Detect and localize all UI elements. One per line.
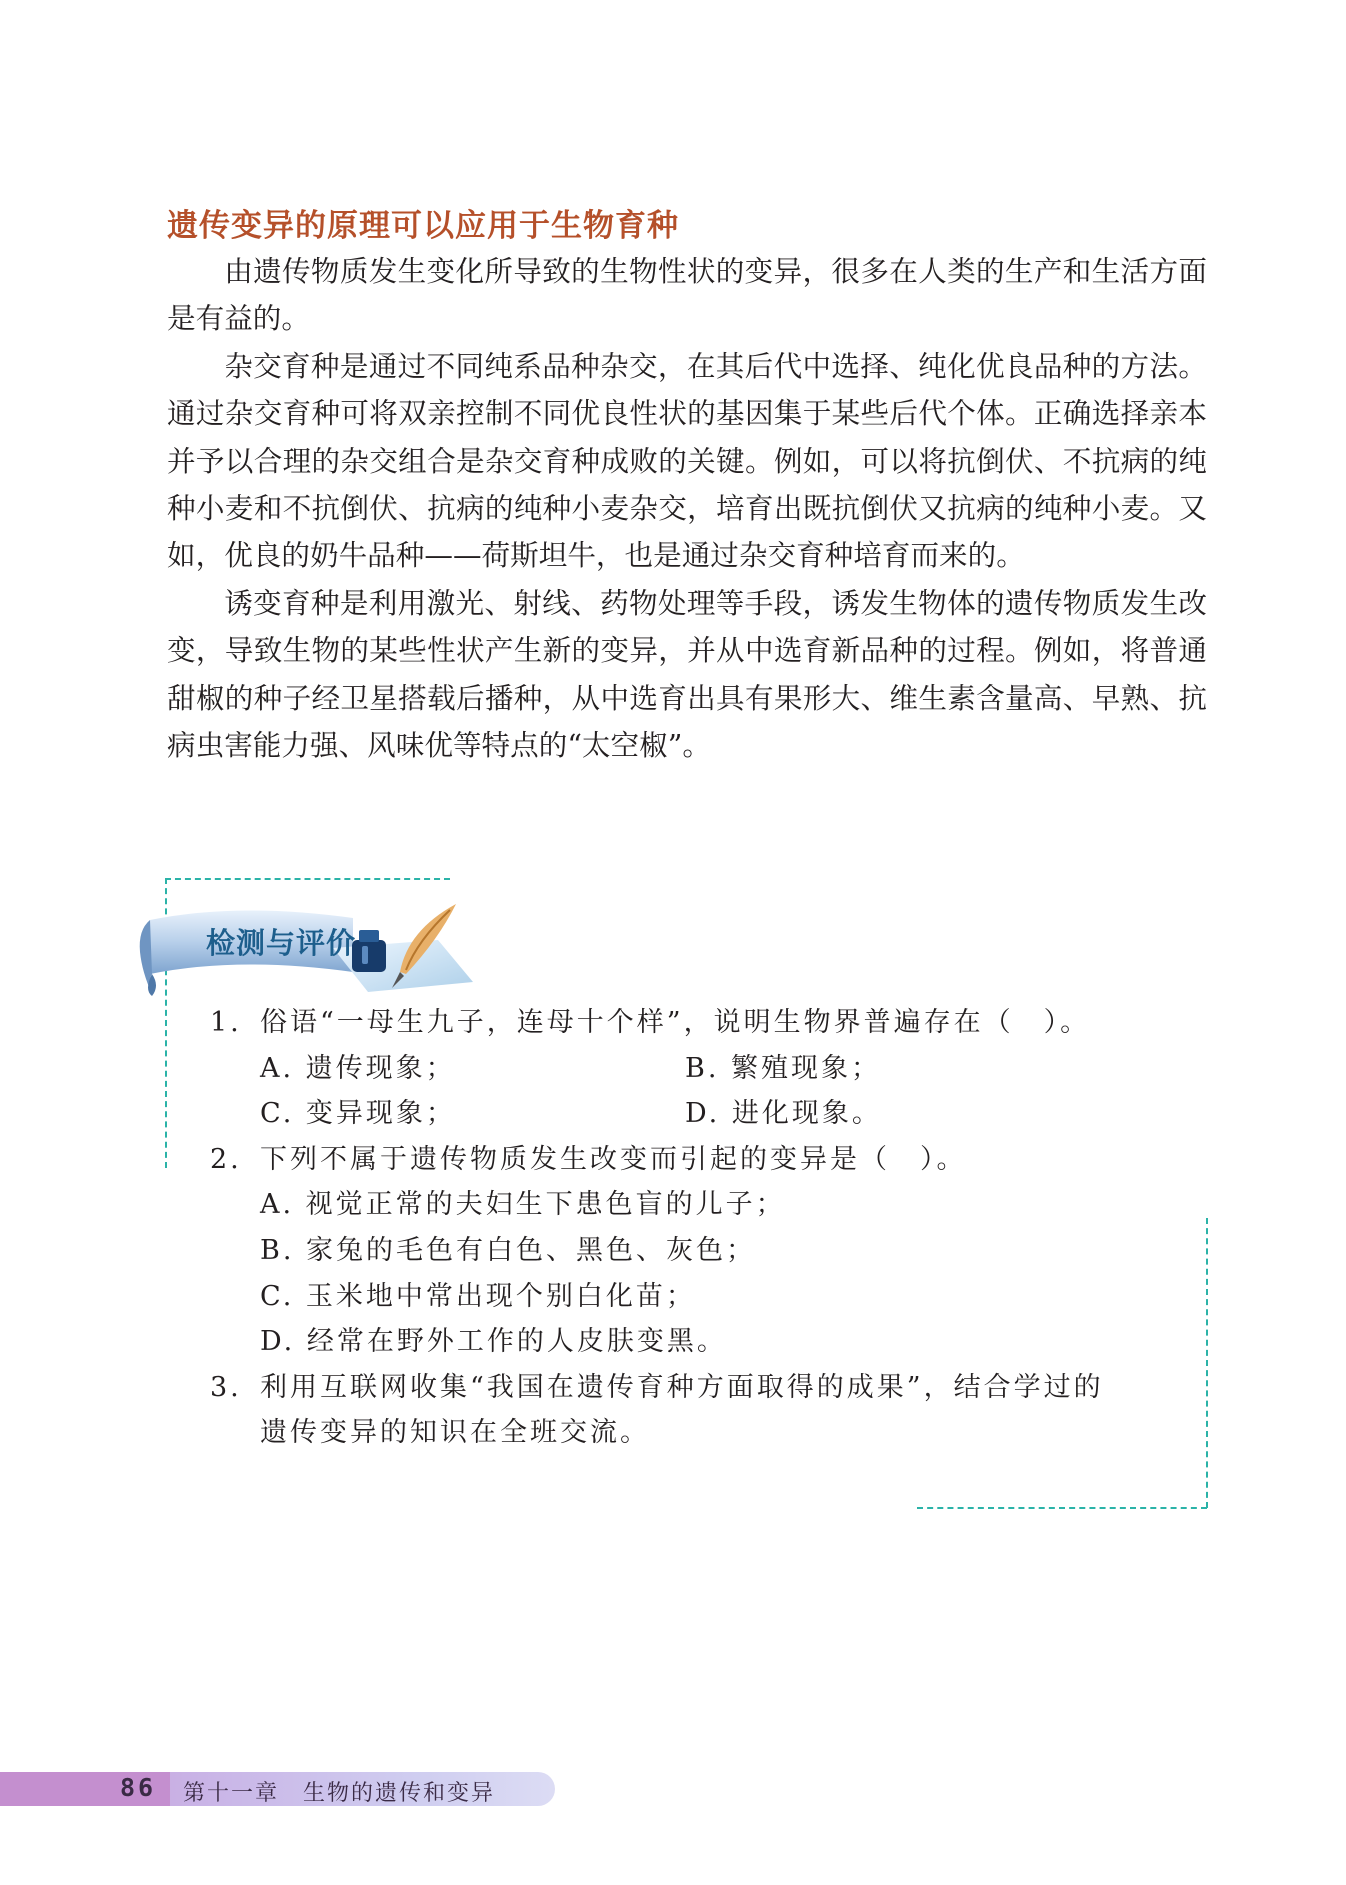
question-number: 2. [210, 1143, 242, 1175]
question-number: 1. [210, 1007, 242, 1038]
paragraph: 杂交育种是通过不同纯系品种杂交，在其后代中选择、纯化优良品种的方法。通过杂交育种可将双亲控制不同优良性状的基因集于某些后代个体。正确选择亲本并予以合理的杂交组合是杂交育种成败的关键。例如，可以将抗倒伏、不抗病的纯种小麦和不抗倒伏、抗病的纯种小麦杂交，培育出既抗倒伏又抗病的纯种小麦。又如，优良的奶牛品种——荷斯坦牛，也是通过杂交育种培育而来的。 [167, 348, 1207, 573]
assessment-label: 检测与评价 [206, 926, 357, 960]
question-3 [210, 1365, 1170, 1411]
option-d: D. 经常在野外工作的人皮肤变黑。 [260, 1326, 727, 1358]
ink-bottle-icon [352, 930, 386, 972]
dashed-frame-right [1206, 1218, 1208, 1508]
option-b: B. 家兔的毛色有白色、黑色、灰色； [260, 1234, 757, 1266]
option-c: C. 变异现象； [260, 1098, 456, 1130]
option-b: B. 繁殖现象； [685, 1052, 882, 1084]
question-number: 3. [210, 1371, 242, 1403]
question-text: 俗语“一母生九子，连母十个样”，说明生物界普遍存在（ ）。 [260, 1007, 1091, 1038]
question-text-continued: 遗传变异的知识在全班交流。 [260, 1417, 650, 1449]
body-text [167, 248, 1207, 769]
option-a: A. 视觉正常的夫妇生下患色盲的儿子； [260, 1189, 786, 1221]
option-row [210, 1046, 1170, 1092]
option-d: D. 进化现象。 [685, 1098, 882, 1130]
paragraph: 诱变育种是利用激光、射线、药物处理等手段，诱发生物体的遗传物质发生改变，导致生物的某些性状产生新的变异，并从中选育新品种的过程。例如，将普通甜椒的种子经卫星搭载后播种，从中选育出具有果形大、维生素含量高、早熟、抗病虫害能力强、风味优等特点的“太空椒”。 [167, 585, 1207, 763]
question-text: 利用互联网收集“我国在遗传育种方面取得的成果”，结合学过的 [260, 1371, 1104, 1403]
dashed-frame-bottom [917, 1507, 1207, 1509]
dashed-frame-top [165, 878, 450, 880]
option-row [210, 1091, 1170, 1137]
page-number: 86 [120, 1773, 157, 1802]
option-c: C. 玉米地中常出现个别白化苗； [260, 1280, 696, 1312]
section-title: 遗传变异的原理可以应用于生物育种 [167, 208, 679, 244]
question-2 [210, 1137, 1170, 1183]
paragraph: 由遗传物质发生变化所导致的生物性状的变异，很多在人类的生产和生活方面是有益的。 [167, 254, 1207, 336]
chapter-title: 第十一章 生物的遗传和变异 [183, 1781, 496, 1806]
option-a: A. 遗传现象； [260, 1052, 456, 1084]
question-text: 下列不属于遗传物质发生改变而引起的变异是（ ）。 [260, 1143, 967, 1175]
question-1 [210, 1000, 1170, 1046]
question-list [210, 1000, 1170, 1456]
